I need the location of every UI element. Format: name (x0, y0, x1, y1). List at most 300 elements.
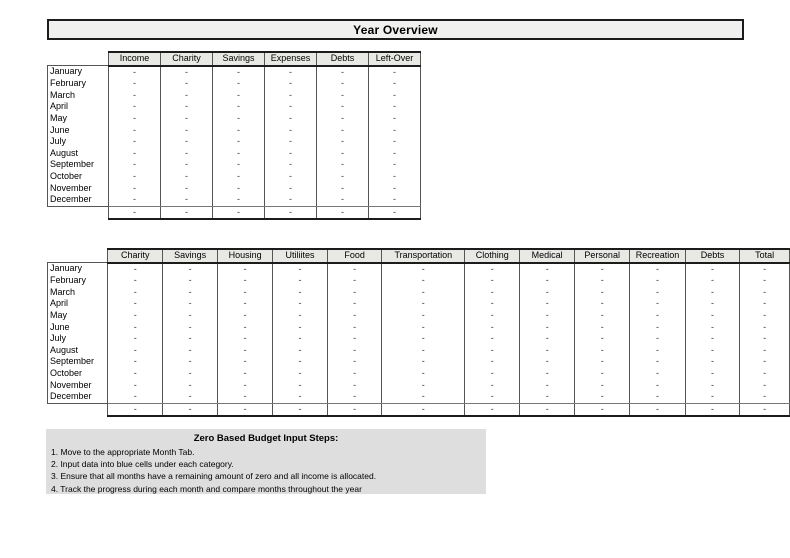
category-detail-data-cell[interactable]: - (382, 368, 465, 380)
category-detail-data-cell[interactable]: - (273, 310, 328, 322)
category-detail-data-cell[interactable]: - (575, 345, 630, 357)
category-detail-data-cell[interactable]: - (740, 275, 790, 287)
year-overview-data-cell[interactable]: - (369, 194, 421, 206)
year-overview-column-header: Left-Over (369, 52, 421, 66)
category-detail-data-cell[interactable]: - (575, 275, 630, 287)
year-overview-data-cell[interactable]: - (317, 66, 369, 79)
year-overview-data-cell[interactable]: - (161, 136, 213, 148)
year-overview-data-cell[interactable]: - (317, 171, 369, 183)
category-detail-total-cell: - (327, 403, 381, 416)
year-overview-data-cell[interactable]: - (109, 194, 161, 206)
category-detail-data-cell[interactable]: - (273, 322, 328, 334)
category-detail-data-cell[interactable]: - (382, 298, 465, 310)
year-overview-data-cell[interactable]: - (369, 101, 421, 113)
category-detail-data-cell[interactable]: - (575, 356, 630, 368)
table-row (48, 322, 790, 334)
year-overview-data-cell[interactable]: - (265, 148, 317, 160)
year-overview-month-label: October (48, 171, 109, 183)
category-detail-data-cell[interactable]: - (685, 322, 740, 334)
category-detail-total-cell: - (108, 403, 163, 416)
category-detail-data-cell[interactable]: - (520, 391, 575, 403)
year-overview-data-cell[interactable]: - (161, 183, 213, 195)
category-detail-data-cell[interactable]: - (465, 333, 520, 345)
category-detail-data-cell[interactable]: - (108, 356, 163, 368)
category-detail-data-cell[interactable]: - (163, 380, 218, 392)
category-detail-data-cell[interactable]: - (218, 275, 273, 287)
category-detail-data-cell[interactable]: - (108, 310, 163, 322)
category-detail-data-cell[interactable]: - (685, 368, 740, 380)
category-detail-data-cell[interactable]: - (273, 345, 328, 357)
category-detail-data-cell[interactable]: - (218, 322, 273, 334)
year-overview-data-cell[interactable]: - (213, 101, 265, 113)
category-detail-data-cell[interactable]: - (327, 275, 381, 287)
year-overview-data-cell[interactable]: - (161, 78, 213, 90)
category-detail-month-label: May (48, 310, 108, 322)
year-overview-data-cell[interactable]: - (369, 78, 421, 90)
year-overview-data-cell[interactable]: - (161, 66, 213, 79)
table-row (48, 90, 421, 102)
category-detail-data-cell[interactable]: - (465, 310, 520, 322)
table-row (48, 275, 790, 287)
category-detail-data-cell[interactable]: - (327, 287, 381, 299)
category-detail-data-cell[interactable]: - (685, 275, 740, 287)
category-detail-month-label: January (48, 263, 108, 276)
year-overview-total-cell: - (265, 206, 317, 219)
year-overview-corner-cell (48, 52, 109, 66)
category-detail-data-cell[interactable]: - (465, 298, 520, 310)
year-overview-total-cell: - (369, 206, 421, 219)
table-row (48, 356, 790, 368)
category-detail-data-cell[interactable]: - (465, 287, 520, 299)
year-overview-data-cell[interactable]: - (369, 183, 421, 195)
year-overview-data-cell[interactable]: - (317, 194, 369, 206)
category-detail-data-cell[interactable]: - (630, 356, 685, 368)
category-detail-data-cell[interactable]: - (218, 368, 273, 380)
year-overview-month-label: September (48, 159, 109, 171)
category-detail-column-header: Debts (685, 249, 740, 263)
category-detail-data-cell[interactable]: - (520, 356, 575, 368)
category-detail-data-cell[interactable]: - (740, 380, 790, 392)
category-detail-data-cell[interactable]: - (382, 322, 465, 334)
category-detail-data-cell[interactable]: - (630, 380, 685, 392)
category-detail-data-cell[interactable]: - (273, 368, 328, 380)
year-overview-data-cell[interactable]: - (369, 159, 421, 171)
year-overview-data-cell[interactable]: - (213, 90, 265, 102)
category-detail-data-cell[interactable]: - (740, 333, 790, 345)
category-detail-data-cell[interactable]: - (575, 287, 630, 299)
instructions-step-list (46, 446, 486, 495)
category-detail-data-cell[interactable]: - (685, 298, 740, 310)
category-detail-data-cell[interactable]: - (163, 333, 218, 345)
category-detail-data-cell[interactable]: - (685, 287, 740, 299)
year-overview-data-cell[interactable]: - (213, 78, 265, 90)
category-detail-data-cell[interactable]: - (382, 287, 465, 299)
category-detail-data-cell[interactable]: - (465, 391, 520, 403)
year-overview-month-label: March (48, 90, 109, 102)
year-overview-data-cell[interactable]: - (317, 136, 369, 148)
year-overview-data-cell[interactable]: - (213, 171, 265, 183)
table-row (48, 194, 421, 206)
category-detail-data-cell[interactable]: - (520, 345, 575, 357)
year-overview-month-label: May (48, 113, 109, 125)
category-detail-column-header: Transportation (382, 249, 465, 263)
category-detail-data-cell[interactable]: - (685, 380, 740, 392)
category-detail-data-cell[interactable]: - (740, 310, 790, 322)
category-detail-total-cell: - (218, 403, 273, 416)
category-detail-data-cell[interactable]: - (382, 345, 465, 357)
category-detail-data-cell[interactable]: - (740, 287, 790, 299)
category-detail-data-cell[interactable]: - (218, 287, 273, 299)
category-detail-month-label: July (48, 333, 108, 345)
table-row (48, 113, 421, 125)
table-row (48, 298, 790, 310)
category-detail-column-header: Food (327, 249, 381, 263)
category-detail-month-label: October (48, 368, 108, 380)
category-detail-data-cell[interactable]: - (327, 263, 381, 276)
year-overview-data-cell[interactable]: - (369, 171, 421, 183)
category-detail-column-header: Clothing (465, 249, 520, 263)
category-detail-data-cell[interactable]: - (630, 263, 685, 276)
category-detail-data-cell[interactable]: - (163, 275, 218, 287)
year-overview-data-cell[interactable]: - (109, 66, 161, 79)
year-overview-month-label: February (48, 78, 109, 90)
year-overview-body (48, 66, 421, 220)
category-detail-data-cell[interactable]: - (520, 298, 575, 310)
category-detail-data-cell[interactable]: - (685, 391, 740, 403)
category-detail-month-label: December (48, 391, 108, 403)
year-overview-data-cell[interactable]: - (109, 148, 161, 160)
year-overview-data-cell[interactable]: - (265, 78, 317, 90)
category-detail-data-cell[interactable]: - (740, 391, 790, 403)
year-overview-data-cell[interactable]: - (161, 125, 213, 137)
year-overview-data-cell[interactable]: - (317, 113, 369, 125)
category-detail-month-label: September (48, 356, 108, 368)
year-overview-data-cell[interactable]: - (317, 148, 369, 160)
category-detail-data-cell[interactable]: - (382, 380, 465, 392)
category-detail-data-cell[interactable]: - (108, 333, 163, 345)
category-detail-data-cell[interactable]: - (630, 287, 685, 299)
category-detail-data-cell[interactable]: - (327, 310, 381, 322)
category-detail-data-cell[interactable]: - (273, 298, 328, 310)
year-overview-data-cell[interactable]: - (161, 159, 213, 171)
category-detail-data-cell[interactable]: - (108, 322, 163, 334)
year-overview-data-cell[interactable]: - (109, 125, 161, 137)
category-detail-data-cell[interactable]: - (575, 333, 630, 345)
year-overview-table (47, 51, 421, 220)
year-overview-column-header: Income (109, 52, 161, 66)
category-detail-data-cell[interactable]: - (630, 368, 685, 380)
year-overview-data-cell[interactable]: - (161, 101, 213, 113)
category-detail-data-cell[interactable]: - (327, 368, 381, 380)
category-detail-month-label: June (48, 322, 108, 334)
page-title-bar (47, 19, 744, 40)
category-detail-data-cell[interactable]: - (163, 287, 218, 299)
category-detail-data-cell[interactable]: - (327, 391, 381, 403)
year-overview-data-cell[interactable]: - (265, 125, 317, 137)
category-detail-data-cell[interactable]: - (520, 368, 575, 380)
year-overview-data-cell[interactable]: - (161, 113, 213, 125)
category-detail-table (47, 248, 790, 417)
category-detail-data-cell[interactable]: - (108, 345, 163, 357)
year-overview-data-cell[interactable]: - (109, 171, 161, 183)
category-detail-data-cell[interactable]: - (685, 310, 740, 322)
instructions-title: Zero Based Budget Input Steps: (193, 433, 339, 444)
category-detail-data-cell[interactable]: - (218, 310, 273, 322)
category-detail-data-cell[interactable]: - (630, 275, 685, 287)
table-row (48, 125, 421, 137)
category-detail-data-cell[interactable]: - (163, 368, 218, 380)
category-detail-data-cell[interactable]: - (575, 298, 630, 310)
category-detail-month-label: August (48, 345, 108, 357)
category-detail-data-cell[interactable]: - (382, 310, 465, 322)
year-overview-data-cell[interactable]: - (265, 183, 317, 195)
category-detail-total-cell: - (520, 403, 575, 416)
category-detail-data-cell[interactable]: - (520, 263, 575, 276)
category-detail-data-cell[interactable]: - (327, 298, 381, 310)
category-detail-data-cell[interactable]: - (163, 322, 218, 334)
category-detail-data-cell[interactable]: - (630, 322, 685, 334)
year-overview-data-cell[interactable]: - (369, 90, 421, 102)
year-overview-month-label: June (48, 125, 109, 137)
category-detail-column-header: Medical (520, 249, 575, 263)
year-overview-totals-label (48, 206, 109, 219)
category-detail-corner-cell (48, 249, 108, 263)
year-overview-data-cell[interactable]: - (213, 159, 265, 171)
year-overview-data-cell[interactable]: - (161, 194, 213, 206)
category-detail-data-cell[interactable]: - (108, 380, 163, 392)
category-detail-data-cell[interactable]: - (273, 380, 328, 392)
category-detail-data-cell[interactable]: - (382, 275, 465, 287)
category-detail-data-cell[interactable]: - (685, 345, 740, 357)
year-overview-data-cell[interactable]: - (369, 66, 421, 79)
category-detail-data-cell[interactable]: - (382, 263, 465, 276)
category-detail-data-cell[interactable]: - (630, 310, 685, 322)
instructions-step: 1. Move to the appropriate Month Tab. (51, 447, 195, 457)
category-detail-totals-row (48, 403, 790, 416)
table-row (48, 345, 790, 357)
category-detail-data-cell[interactable]: - (465, 380, 520, 392)
year-overview-data-cell[interactable]: - (265, 171, 317, 183)
category-detail-column-header: Recreation (630, 249, 685, 263)
year-overview-data-cell[interactable]: - (265, 136, 317, 148)
category-detail-data-cell[interactable]: - (685, 356, 740, 368)
year-overview-total-cell: - (109, 206, 161, 219)
category-detail-data-cell[interactable]: - (465, 368, 520, 380)
category-detail-data-cell[interactable]: - (740, 322, 790, 334)
instructions-step: 4. Track the progress during each month and compare months throughout the year (51, 483, 362, 494)
year-overview-data-cell[interactable]: - (213, 113, 265, 125)
category-detail-data-cell[interactable]: - (520, 333, 575, 345)
year-overview-data-cell[interactable]: - (317, 101, 369, 113)
category-detail-data-cell[interactable]: - (108, 298, 163, 310)
category-detail-month-label: March (48, 287, 108, 299)
category-detail-data-cell[interactable]: - (382, 391, 465, 403)
year-overview-data-cell[interactable]: - (317, 183, 369, 195)
year-overview-column-header: Expenses (265, 52, 317, 66)
year-overview-data-cell[interactable]: - (213, 148, 265, 160)
year-overview-data-cell[interactable]: - (109, 159, 161, 171)
year-overview-header-row (48, 52, 421, 66)
year-overview-data-cell[interactable]: - (213, 194, 265, 206)
category-detail-data-cell[interactable]: - (108, 391, 163, 403)
year-overview-data-cell[interactable]: - (161, 171, 213, 183)
category-detail-data-cell[interactable]: - (630, 345, 685, 357)
category-detail-data-cell[interactable]: - (163, 356, 218, 368)
year-overview-data-cell[interactable]: - (109, 136, 161, 148)
year-overview-data-cell[interactable]: - (109, 113, 161, 125)
category-detail-data-cell[interactable]: - (630, 298, 685, 310)
table-row (48, 159, 421, 171)
category-detail-data-cell[interactable]: - (218, 298, 273, 310)
category-detail-data-cell[interactable]: - (465, 345, 520, 357)
category-detail-data-cell[interactable]: - (163, 310, 218, 322)
category-detail-data-cell[interactable]: - (520, 322, 575, 334)
category-detail-data-cell[interactable]: - (327, 333, 381, 345)
table-row (48, 368, 790, 380)
year-overview-totals-row (48, 206, 421, 219)
category-detail-data-cell[interactable]: - (740, 263, 790, 276)
category-detail-data-cell[interactable]: - (520, 287, 575, 299)
category-detail-data-cell[interactable]: - (108, 368, 163, 380)
category-detail-data-cell[interactable]: - (218, 356, 273, 368)
category-detail-data-cell[interactable]: - (465, 356, 520, 368)
category-detail-month-label: February (48, 275, 108, 287)
year-overview-month-label: April (48, 101, 109, 113)
category-detail-data-cell[interactable]: - (465, 263, 520, 276)
category-detail-column-header: Savings (163, 249, 218, 263)
category-detail-data-cell[interactable]: - (465, 322, 520, 334)
category-detail-data-cell[interactable]: - (575, 310, 630, 322)
year-overview-data-cell[interactable]: - (369, 148, 421, 160)
category-detail-data-cell[interactable]: - (685, 263, 740, 276)
year-overview-month-label: November (48, 183, 109, 195)
year-overview-column-header: Debts (317, 52, 369, 66)
year-overview-column-header: Charity (161, 52, 213, 66)
year-overview-column-header: Savings (213, 52, 265, 66)
category-detail-month-label: November (48, 380, 108, 392)
year-overview-data-cell[interactable]: - (317, 125, 369, 137)
category-detail-data-cell[interactable]: - (108, 287, 163, 299)
year-overview-data-cell[interactable]: - (265, 101, 317, 113)
category-detail-data-cell[interactable]: - (218, 333, 273, 345)
category-detail-data-cell[interactable]: - (465, 275, 520, 287)
category-detail-data-cell[interactable]: - (630, 333, 685, 345)
category-detail-data-cell[interactable]: - (382, 356, 465, 368)
year-overview-data-cell[interactable]: - (213, 125, 265, 137)
year-overview-data-cell[interactable]: - (265, 90, 317, 102)
year-overview-head (48, 52, 421, 66)
category-detail-data-cell[interactable]: - (273, 356, 328, 368)
year-overview-data-cell[interactable]: - (265, 113, 317, 125)
category-detail-data-cell[interactable]: - (163, 263, 218, 276)
category-detail-data-cell[interactable]: - (520, 275, 575, 287)
category-detail-data-cell[interactable]: - (218, 380, 273, 392)
category-detail-data-cell[interactable]: - (218, 263, 273, 276)
category-detail-column-header: Housing (218, 249, 273, 263)
year-overview-data-cell[interactable]: - (213, 66, 265, 79)
year-overview-month-label: July (48, 136, 109, 148)
category-detail-data-cell[interactable]: - (327, 322, 381, 334)
category-detail-column-header: Charity (108, 249, 163, 263)
category-detail-data-cell[interactable]: - (520, 380, 575, 392)
category-detail-data-cell[interactable]: - (163, 298, 218, 310)
year-overview-data-cell[interactable]: - (317, 159, 369, 171)
category-detail-data-cell[interactable]: - (218, 391, 273, 403)
category-detail-data-cell[interactable]: - (108, 275, 163, 287)
year-overview-data-cell[interactable]: - (265, 194, 317, 206)
year-overview-data-cell[interactable]: - (109, 183, 161, 195)
year-overview-data-cell[interactable]: - (369, 113, 421, 125)
category-detail-total-cell: - (163, 403, 218, 416)
instructions-step: 2. Input data into blue cells under each category. (51, 459, 234, 470)
category-detail-total-cell: - (575, 403, 630, 416)
year-overview-data-cell[interactable]: - (265, 159, 317, 171)
category-detail-data-cell[interactable]: - (327, 345, 381, 357)
category-detail-data-cell[interactable]: - (273, 333, 328, 345)
category-detail-data-cell[interactable]: - (520, 310, 575, 322)
category-detail-data-cell[interactable]: - (273, 391, 328, 403)
year-overview-data-cell[interactable]: - (369, 136, 421, 148)
year-overview-data-cell[interactable]: - (109, 101, 161, 113)
year-overview-data-cell[interactable]: - (265, 66, 317, 79)
category-detail-data-cell[interactable]: - (740, 368, 790, 380)
table-row (48, 78, 421, 90)
year-overview-total-cell: - (161, 206, 213, 219)
category-detail-data-cell[interactable]: - (630, 391, 685, 403)
category-detail-body (48, 263, 790, 417)
category-detail-data-cell[interactable]: - (575, 263, 630, 276)
category-detail-data-cell[interactable]: - (108, 263, 163, 276)
category-detail-data-cell[interactable]: - (685, 333, 740, 345)
category-detail-total-cell: - (382, 403, 465, 416)
category-detail-data-cell[interactable]: - (575, 322, 630, 334)
category-detail-data-cell[interactable]: - (273, 275, 328, 287)
table-row (48, 263, 790, 276)
year-overview-data-cell[interactable]: - (109, 78, 161, 90)
table-row (48, 391, 790, 403)
year-overview-data-cell[interactable]: - (213, 136, 265, 148)
category-detail-data-cell[interactable]: - (575, 380, 630, 392)
year-overview-month-label: August (48, 148, 109, 160)
year-overview-data-cell[interactable]: - (161, 148, 213, 160)
category-detail-data-cell[interactable]: - (740, 345, 790, 357)
instructions-box (46, 429, 486, 494)
category-detail-data-cell[interactable]: - (163, 345, 218, 357)
category-detail-data-cell[interactable]: - (273, 263, 328, 276)
category-detail-column-header: Personal (575, 249, 630, 263)
year-overview-data-cell[interactable]: - (213, 183, 265, 195)
year-overview-data-cell[interactable]: - (317, 78, 369, 90)
category-detail-data-cell[interactable]: - (327, 356, 381, 368)
category-detail-data-cell[interactable]: - (575, 368, 630, 380)
category-detail-data-cell[interactable]: - (163, 391, 218, 403)
category-detail-data-cell[interactable]: - (327, 380, 381, 392)
year-overview-data-cell[interactable]: - (317, 90, 369, 102)
category-detail-data-cell[interactable]: - (273, 287, 328, 299)
category-detail-data-cell[interactable]: - (218, 345, 273, 357)
year-overview-data-cell[interactable]: - (161, 90, 213, 102)
category-detail-data-cell[interactable]: - (382, 333, 465, 345)
category-detail-month-label: April (48, 298, 108, 310)
table-row (48, 148, 421, 160)
category-detail-data-cell[interactable]: - (575, 391, 630, 403)
category-detail-data-cell[interactable]: - (740, 298, 790, 310)
category-detail-data-cell[interactable]: - (740, 356, 790, 368)
year-overview-data-cell[interactable]: - (369, 125, 421, 137)
instructions-step: 3. Ensure that all months have a remaining amount of zero and all income is allocated. (51, 471, 377, 482)
category-detail-column-header: Total (740, 249, 790, 263)
year-overview-data-cell[interactable]: - (109, 90, 161, 102)
